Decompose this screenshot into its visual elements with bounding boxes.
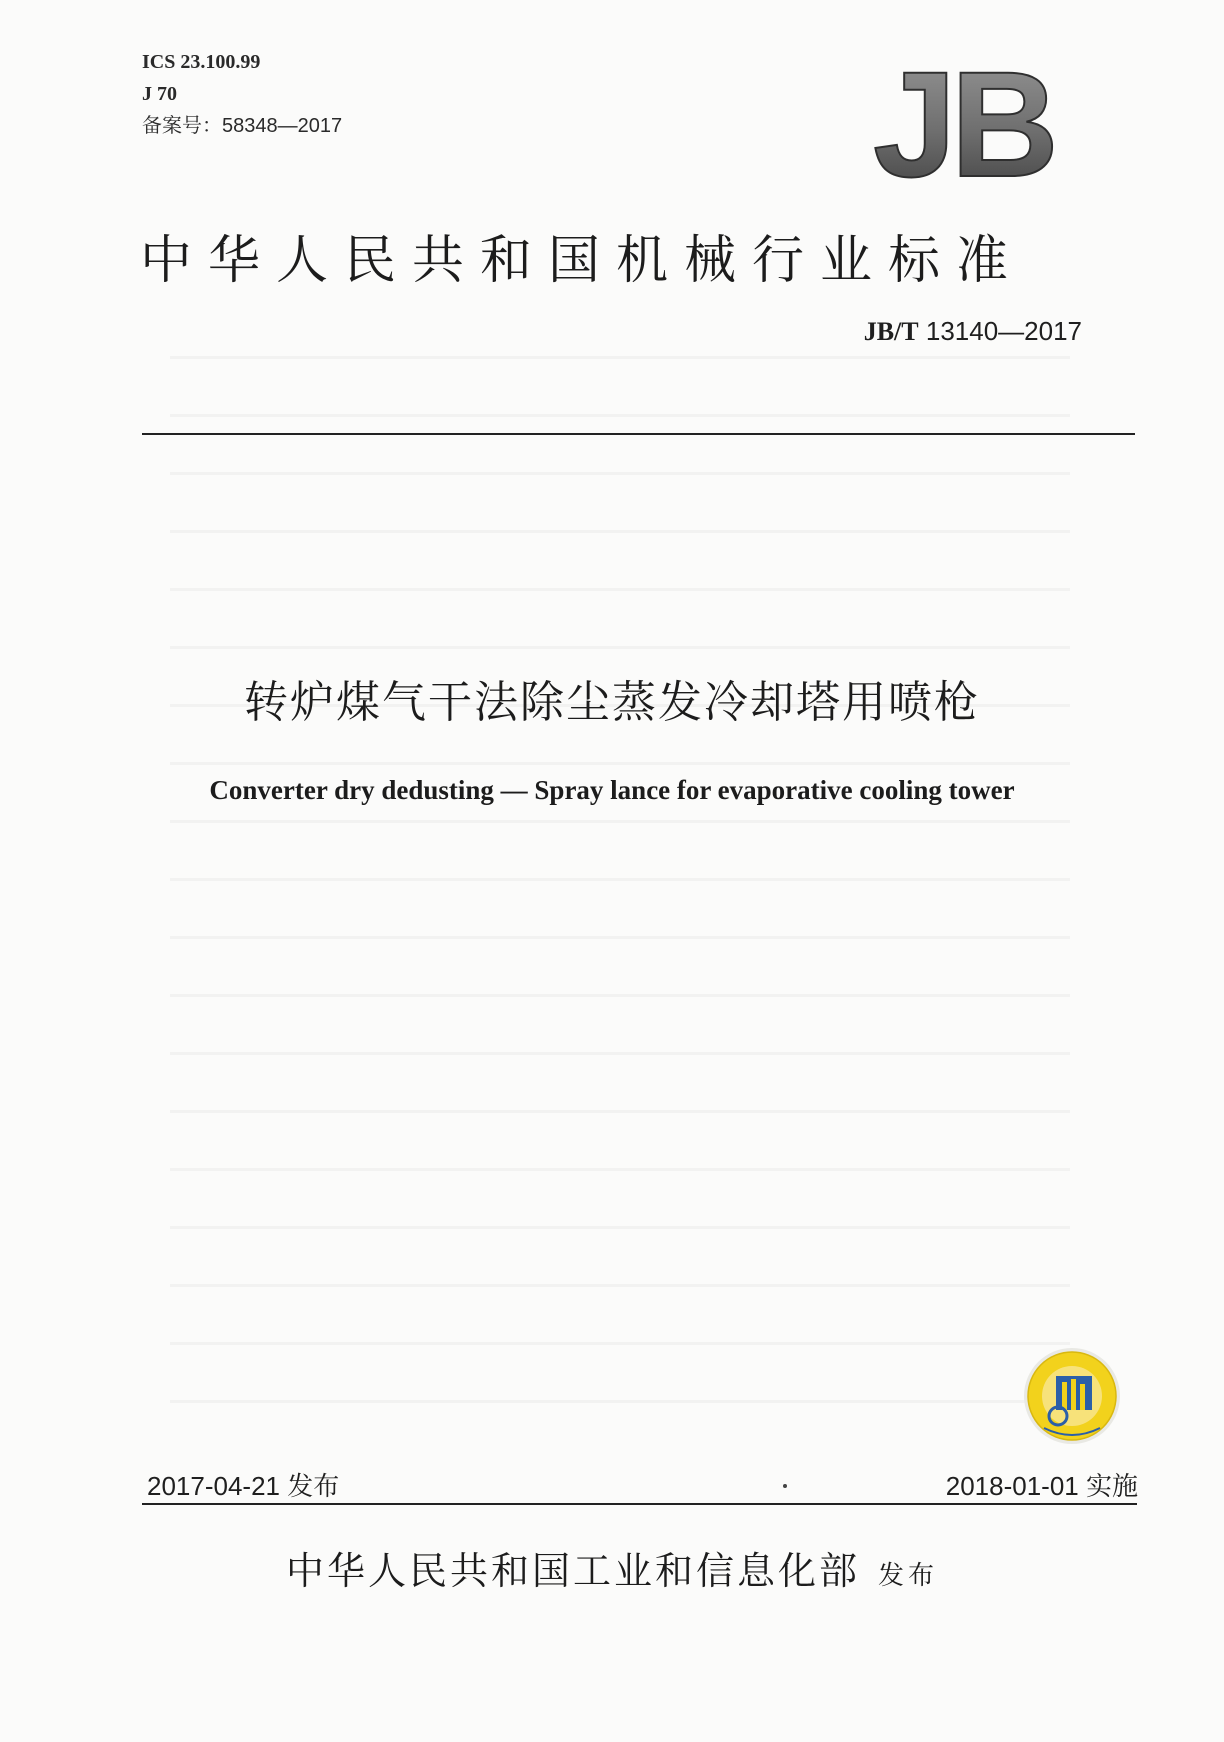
standard-code: JB/T [863,317,919,346]
issuer-verb: 发布 [878,1560,939,1590]
title-english: Converter dry dedusting — Spray lance for evaporative cooling tower [209,775,1015,805]
logo-text: JB [873,58,1053,190]
issue-date: 2017-04-21 发布 [147,1471,340,1501]
ccs-code: J 70 [142,83,177,105]
standard-number [864,316,1082,347]
title-chinese: 转炉煤气干法除尘蒸发冷却塔用喷枪 [244,678,980,727]
seal-icon [1022,1346,1122,1446]
scan-show-through [170,330,1070,1430]
top-divider [142,433,1135,435]
organization-title: 中华人民共和国机械行业标准 [140,232,1025,290]
standard-number-value: 13140—2017 [925,316,1082,346]
issuer-name: 中华人民共和国工业和信息化部 [285,1551,860,1593]
ics-code: ICS 23.100.99 [142,51,261,73]
classification-block [142,46,342,142]
scan-speck [783,1484,787,1488]
jb-logo-icon [852,58,1074,190]
implementation-date: 2018-01-01 实施 [945,1471,1138,1501]
filing-number: 备案号：58348—2017 [142,115,343,137]
bottom-divider [142,1503,1137,1505]
issuer-line [0,1540,1224,1595]
